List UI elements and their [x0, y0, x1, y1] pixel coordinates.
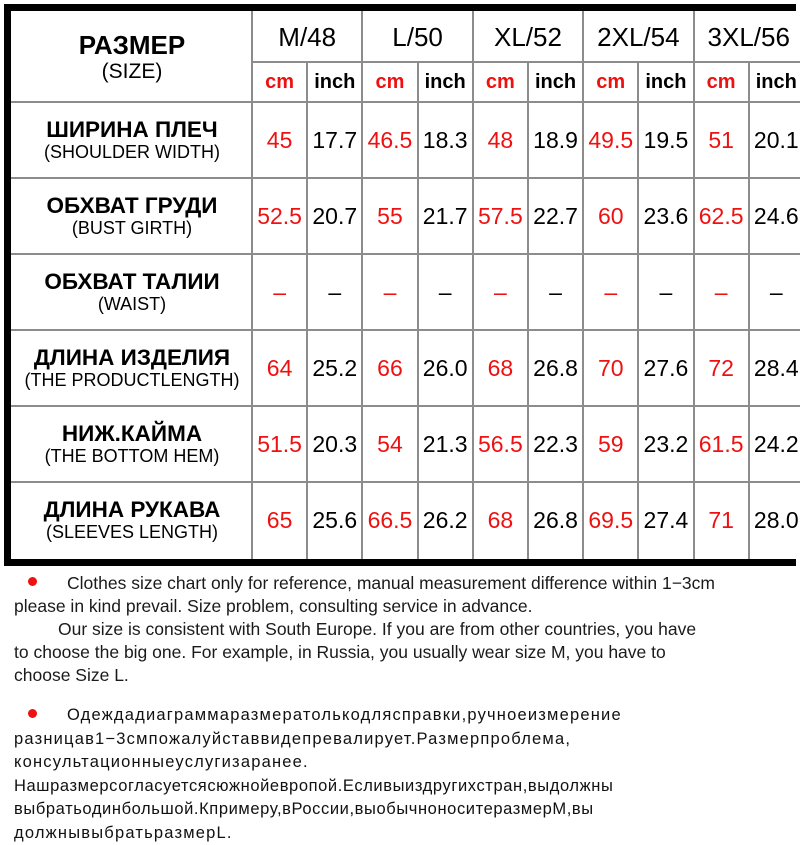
cell-length-xl52-inch: 26.8 — [528, 330, 583, 406]
table-row — [12, 102, 800, 178]
row-label-en: (WAIST) — [97, 294, 167, 315]
russian-note-line-6: должнывыбратьразмерL. — [14, 823, 233, 842]
cell-shoulder-2xl54-cm: 49.5 — [583, 102, 638, 178]
cell-waist-l50-inch: – — [418, 254, 473, 330]
table-row — [12, 482, 800, 558]
english-note-line-4: to choose the big one. For example, in Russia, you usually wear size M, you have to — [14, 642, 666, 663]
cell-sleeve-3xl56-cm: 71 — [694, 482, 749, 558]
cell-sleeve-l50-inch: 26.2 — [418, 482, 473, 558]
row-label-bottom-hem — [12, 406, 252, 482]
cell-shoulder-xl52-cm: 48 — [473, 102, 528, 178]
cell-length-3xl56-inch: 28.4 — [749, 330, 800, 406]
cell-hem-m48-cm: 51.5 — [252, 406, 307, 482]
row-label-en: (SLEEVES LENGTH) — [45, 522, 219, 543]
unit-header-inch-l50: inch — [418, 62, 473, 102]
row-label-ru: ДЛИНА РУКАВА — [43, 496, 221, 522]
cell-shoulder-3xl56-inch: 20.1 — [749, 102, 800, 178]
cell-shoulder-l50-cm: 46.5 — [362, 102, 417, 178]
row-label-en: (THE PRODUCTLENGTH) — [24, 370, 240, 391]
row-label-shoulder-width — [12, 102, 252, 178]
footer-notes — [0, 572, 800, 845]
cell-hem-m48-inch: 20.3 — [307, 406, 362, 482]
cell-hem-3xl56-cm: 61.5 — [694, 406, 749, 482]
english-note-text-1: Clothes size chart only for reference, manual measurement difference within 1−3cm — [67, 573, 715, 593]
cell-length-2xl54-inch: 27.6 — [638, 330, 693, 406]
cell-length-xl52-cm: 68 — [473, 330, 528, 406]
cell-shoulder-m48-inch: 17.7 — [307, 102, 362, 178]
bullet-icon — [28, 577, 37, 586]
row-label-ru: ДЛИНА ИЗДЕЛИЯ — [33, 344, 231, 370]
cell-sleeve-2xl54-inch: 27.4 — [638, 482, 693, 558]
row-label-bust-girth — [12, 178, 252, 254]
cell-waist-3xl56-cm: – — [694, 254, 749, 330]
row-label-ru: ОБХВАТ ГРУДИ — [46, 192, 218, 218]
cell-shoulder-3xl56-cm: 51 — [694, 102, 749, 178]
row-label-product-length — [12, 330, 252, 406]
unit-header-cm-xl52: cm — [473, 62, 528, 102]
cell-shoulder-l50-inch: 18.3 — [418, 102, 473, 178]
unit-header-inch-2xl54: inch — [638, 62, 693, 102]
cell-waist-xl52-inch: – — [528, 254, 583, 330]
cell-shoulder-xl52-inch: 18.9 — [528, 102, 583, 178]
cell-waist-l50-cm: – — [362, 254, 417, 330]
corner-label-ru: РАЗМЕР — [78, 29, 186, 60]
cell-sleeve-3xl56-inch: 28.0 — [749, 482, 800, 558]
russian-note-line-4: Нашразмерсогласуетсясюжнойевропой.Есливыиздругихстран,выдолжны — [14, 776, 614, 795]
english-note-line-5: choose Size L. — [14, 665, 129, 686]
cell-waist-xl52-cm: – — [473, 254, 528, 330]
cell-sleeve-l50-cm: 66.5 — [362, 482, 417, 558]
cell-bust-2xl54-cm: 60 — [583, 178, 638, 254]
cell-waist-2xl54-inch: – — [638, 254, 693, 330]
unit-header-inch-3xl56: inch — [749, 62, 800, 102]
cell-length-3xl56-cm: 72 — [694, 330, 749, 406]
size-chart-table-container — [4, 4, 799, 566]
cell-bust-xl52-inch: 22.7 — [528, 178, 583, 254]
size-header-l50: L/50 — [362, 12, 472, 62]
row-label-sleeves-length — [12, 482, 252, 558]
cell-bust-l50-inch: 21.7 — [418, 178, 473, 254]
unit-header-cm-m48: cm — [252, 62, 307, 102]
russian-note-line-1 — [14, 704, 786, 727]
size-header-xl52: XL/52 — [473, 12, 583, 62]
cell-hem-2xl54-inch: 23.2 — [638, 406, 693, 482]
table-row — [12, 254, 800, 330]
unit-header-cm-l50: cm — [362, 62, 417, 102]
unit-header-cm-2xl54: cm — [583, 62, 638, 102]
cell-bust-3xl56-inch: 24.6 — [749, 178, 800, 254]
cell-sleeve-xl52-inch: 26.8 — [528, 482, 583, 558]
size-header-m48: M/48 — [252, 12, 362, 62]
cell-waist-3xl56-inch: – — [749, 254, 800, 330]
russian-note-line-3: консультационныеуслугизаранее. — [14, 753, 309, 772]
cell-sleeve-m48-inch: 25.6 — [307, 482, 362, 558]
corner-label-en: (SIZE) — [101, 59, 163, 83]
table-row — [12, 178, 800, 254]
cell-waist-m48-inch: – — [307, 254, 362, 330]
row-label-en: (SHOULDER WIDTH) — [44, 142, 220, 163]
cell-bust-xl52-cm: 57.5 — [473, 178, 528, 254]
cell-length-m48-cm: 64 — [252, 330, 307, 406]
row-label-ru: ОБХВАТ ТАЛИИ — [44, 268, 220, 294]
cell-shoulder-2xl54-inch: 19.5 — [638, 102, 693, 178]
unit-header-cm-3xl56: cm — [694, 62, 749, 102]
russian-note-block — [14, 704, 786, 845]
cell-waist-2xl54-cm: – — [583, 254, 638, 330]
table-row — [12, 330, 800, 406]
row-label-en: (BUST GIRTH) — [71, 218, 193, 239]
cell-hem-3xl56-inch: 24.2 — [749, 406, 800, 482]
cell-hem-xl52-inch: 22.3 — [528, 406, 583, 482]
cell-bust-l50-cm: 55 — [362, 178, 417, 254]
cell-bust-2xl54-inch: 23.6 — [638, 178, 693, 254]
cell-sleeve-2xl54-cm: 69.5 — [583, 482, 638, 558]
unit-header-inch-m48: inch — [307, 62, 362, 102]
english-note-block — [14, 572, 786, 687]
cell-hem-l50-inch: 21.3 — [418, 406, 473, 482]
cell-bust-m48-inch: 20.7 — [307, 178, 362, 254]
cell-length-l50-inch: 26.0 — [418, 330, 473, 406]
row-label-waist — [12, 254, 252, 330]
bullet-icon — [28, 709, 37, 718]
table-corner-header — [12, 12, 252, 102]
cell-shoulder-m48-cm: 45 — [252, 102, 307, 178]
table-row — [12, 406, 800, 482]
cell-length-m48-inch: 25.2 — [307, 330, 362, 406]
russian-note-line-5: выбратьодинбольшой.Кпримеру,вРоссии,выобычноноситеразмерM,вы — [14, 800, 594, 819]
cell-hem-xl52-cm: 56.5 — [473, 406, 528, 482]
cell-sleeve-m48-cm: 65 — [252, 482, 307, 558]
row-label-ru: НИЖ.КАЙМА — [61, 420, 203, 446]
cell-length-l50-cm: 66 — [362, 330, 417, 406]
english-note-line-2: please in kind prevail. Size problem, consulting service in advance. — [14, 596, 533, 617]
russian-note-text-1: Одеждадиаграммаразмератолькодлясправки,ручноеизмерение — [67, 706, 622, 725]
size-header-2xl54: 2XL/54 — [583, 12, 693, 62]
size-header-3xl56: 3XL/56 — [694, 12, 800, 62]
cell-waist-m48-cm: – — [252, 254, 307, 330]
english-note-line-1 — [14, 572, 786, 595]
cell-length-2xl54-cm: 70 — [583, 330, 638, 406]
cell-sleeve-xl52-cm: 68 — [473, 482, 528, 558]
row-label-en: (THE BOTTOM HEM) — [44, 446, 220, 467]
cell-bust-3xl56-cm: 62.5 — [694, 178, 749, 254]
row-label-ru: ШИРИНА ПЛЕЧ — [46, 116, 218, 142]
unit-header-inch-xl52: inch — [528, 62, 583, 102]
cell-hem-2xl54-cm: 59 — [583, 406, 638, 482]
size-chart-table — [11, 11, 800, 559]
russian-note-line-2: разницав1−3смпожалуйставвидепревалирует.Размерпроблема, — [14, 729, 572, 748]
cell-hem-l50-cm: 54 — [362, 406, 417, 482]
table-header-size-row — [12, 12, 800, 62]
english-note-line-3: Our size is consistent with South Europe. If you are from other countries, you have — [58, 619, 697, 640]
cell-bust-m48-cm: 52.5 — [252, 178, 307, 254]
